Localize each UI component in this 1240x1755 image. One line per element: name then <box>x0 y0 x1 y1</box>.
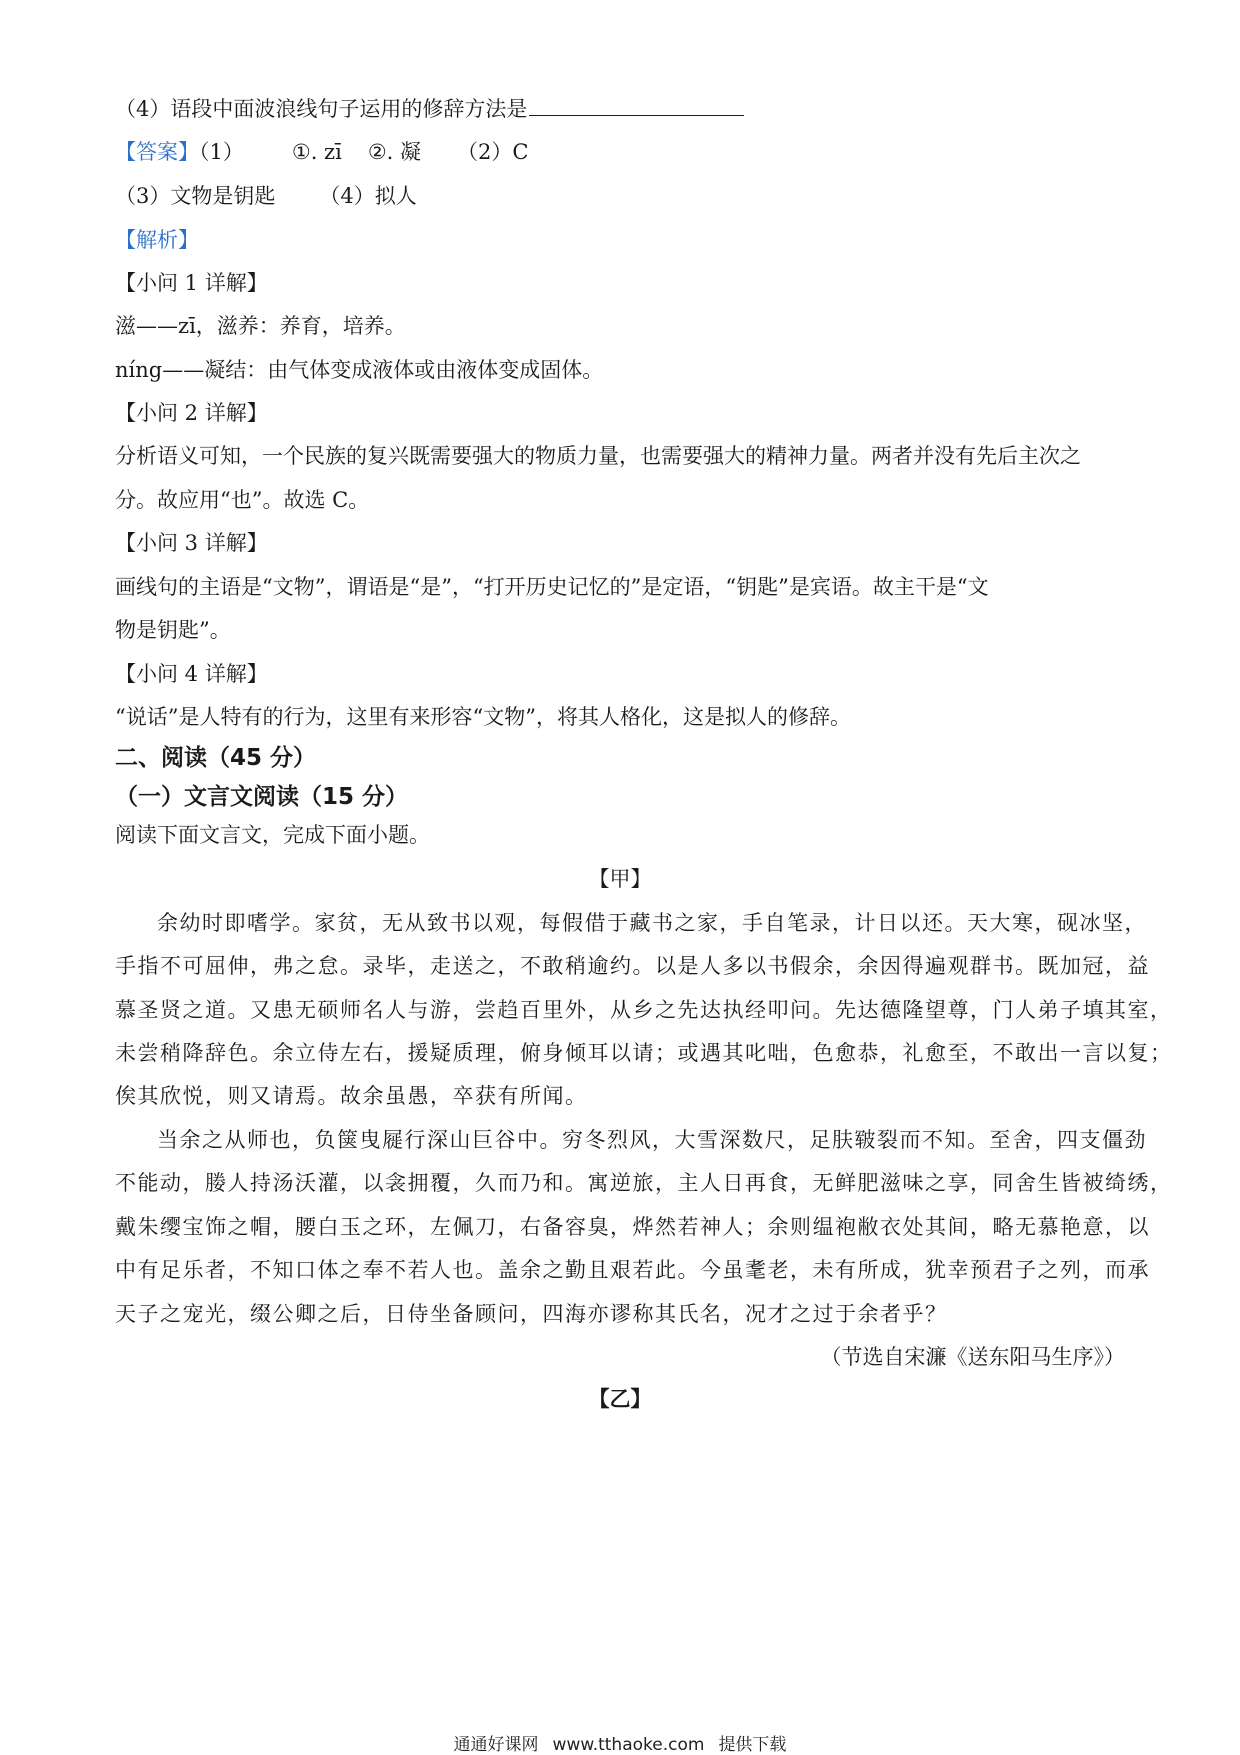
source-citation: （节选自宋濂《送东阳马生序》） <box>820 1345 1125 1369</box>
jia-p1-line4: 未尝稍降辞色。余立侍左右，援疑质理，俯身倾耳以请；或遇其叱咄，色愈恭，礼愈至，不敢出一言以复； <box>115 1041 1173 1065</box>
sub2-title: 【小问 2 详解】 <box>115 401 268 425</box>
jia-title: 【甲】 <box>588 867 652 891</box>
footer-site-name: 通通好课网 <box>453 1735 539 1755</box>
jia-p1-line2: 手指不可屈伸，弗之怠。录毕，走送之，不敢稍逾约。以是人多以书假余，余因得遍观群书。既加冠，益 <box>115 954 1150 978</box>
section-title-reading: 二、阅读（45 分） <box>115 745 317 771</box>
jia-p2-line2: 不能动，媵人持汤沃灌，以衾拥覆，久而乃和。寓逆旅，主人日再食，无鲜肥滋味之享，同舍生皆被绮绣， <box>115 1171 1173 1195</box>
sub2-line1: 分析语义可知，一个民族的复兴既需要强大的物质力量，也需要强大的精神力量。两者并没有先后主次之 <box>115 444 1081 468</box>
answer-line-2: （3）文物是钥匙 （4）拟人 <box>115 184 417 208</box>
jia-p2-line1: 当余之从师也，负箧曳屣行深山巨谷中。穷冬烈风，大雪深数尺，足肤皲裂而不知。至舍，四支僵劲 <box>157 1128 1147 1152</box>
sub1-title: 【小问 1 详解】 <box>115 271 268 295</box>
page-footer <box>0 1730 1240 1755</box>
sub3-line1: 画线句的主语是“文物”，谓语是“是”，“打开历史记忆的”是定语，“钥匙”是宾语。故主干是“文 <box>115 575 989 599</box>
reading-instruction: 阅读下面文言文，完成下面小题。 <box>115 823 430 847</box>
yi-title: 【乙】 <box>588 1387 652 1411</box>
section-subtitle-classical: （一）文言文阅读（15 分） <box>115 784 409 810</box>
sub4-title: 【小问 4 详解】 <box>115 662 268 686</box>
jia-p2-line5: 天子之宠光，缀公卿之后，日侍坐备顾问，四海亦谬称其氏名，况才之过于余者乎？ <box>115 1302 948 1326</box>
jia-p2-line3: 戴朱缨宝饰之帽，腰白玉之环，左佩刀，右备容臭，烨然若神人；余则缊袍敝衣处其间，略无慕艳意，以 <box>115 1215 1150 1239</box>
jia-p1-line3: 慕圣贤之道。又患无硕师名人与游，尝趋百里外，从乡之先达执经叩问。先达德隆望尊，门人弟子填其室， <box>115 998 1173 1022</box>
jia-p1-line1: 余幼时即嗜学。家贫，无从致书以观，每假借于藏书之家，手自笔录，计日以还。天大寒，砚冰坚， <box>157 911 1147 935</box>
footer-url: www.tthaoke.com <box>552 1735 705 1755</box>
analysis-tag: 【解析】 <box>115 228 199 252</box>
sub1-line1: 滋——zī，滋养：养育，培养。 <box>115 314 406 338</box>
footer-note: 提供下载 <box>718 1735 787 1755</box>
sub3-title: 【小问 3 详解】 <box>115 531 268 555</box>
jia-p2-line4: 中有足乐者，不知口体之奉不若人也。盖余之勤且艰若此。今虽耄老，未有所成，犹幸预君子之列，而承 <box>115 1258 1150 1282</box>
answer-blank <box>529 93 744 116</box>
sub4-line1: “说话”是人特有的行为，这里有来形容“文物”，将其人格化，这是拟人的修辞。 <box>115 705 851 729</box>
question-4: （4）语段中面波浪线句子运用的修辞方法是 <box>115 93 744 124</box>
jia-p1-line5: 俟其欣悦，则又请焉。故余虽愚，卒获有所闻。 <box>115 1084 588 1108</box>
sub3-line2: 物是钥匙”。 <box>115 618 231 642</box>
sub2-line2: 分。故应用“也”。故选 C。 <box>115 488 370 512</box>
sub1-line2: níng——凝结：由气体变成液体或由液体变成固体。 <box>115 358 604 382</box>
answer-tag: 【答案】 <box>115 140 199 164</box>
answer-line-1: 【答案】（1） ①. zī ②. 凝 （2）C <box>115 140 529 164</box>
